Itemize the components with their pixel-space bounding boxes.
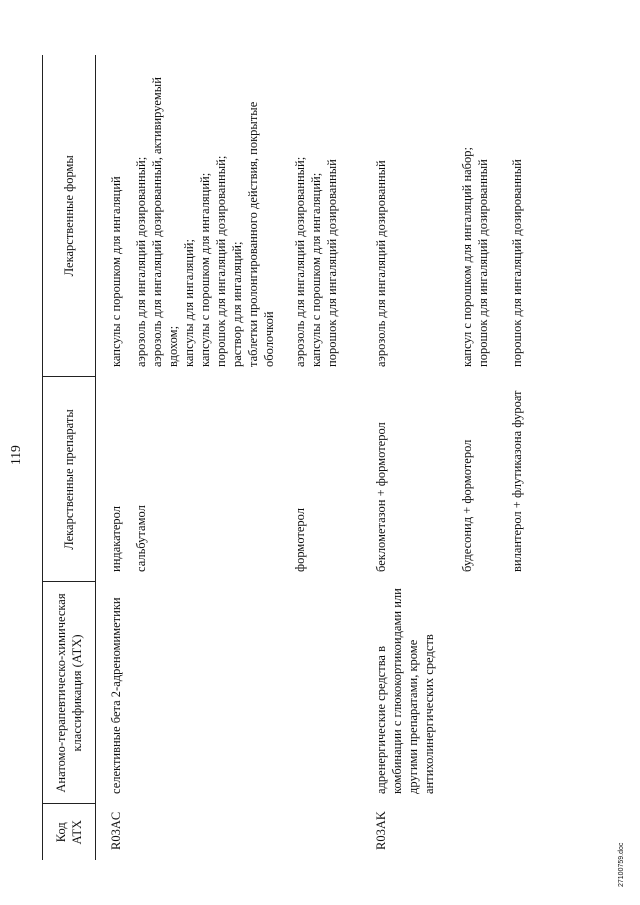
cell-drug: индакатерол bbox=[109, 506, 123, 572]
form-line: аэрозоль для ингаляций дозированный; bbox=[293, 156, 307, 367]
form-line: аэрозоль для ингаляций дозированный bbox=[374, 160, 388, 367]
table-row bbox=[124, 55, 277, 860]
page-number: 119 bbox=[8, 445, 23, 465]
form-line: капсулы для ингаляций; bbox=[182, 239, 196, 367]
cell-forms bbox=[96, 55, 125, 377]
cell-code bbox=[491, 804, 525, 860]
cell-code: R03AC bbox=[109, 811, 123, 850]
table-row bbox=[340, 55, 437, 860]
cell-code bbox=[437, 804, 491, 860]
form-line: капсул с порошком для ингаляций набор; bbox=[460, 146, 474, 367]
cell-code bbox=[124, 804, 277, 860]
cell-classification bbox=[437, 582, 491, 804]
cell-drug: вилантерол + флутиказона фуроат bbox=[510, 390, 524, 572]
form-line: аэрозоль для ингаляций дозированный; bbox=[134, 156, 148, 367]
cell-classification bbox=[491, 582, 525, 804]
table-row bbox=[277, 55, 340, 860]
form-line: порошок для ингаляций дозированный; bbox=[214, 155, 228, 367]
table-row bbox=[437, 55, 491, 860]
cell-classification bbox=[277, 582, 340, 804]
table-header-row bbox=[43, 55, 96, 860]
form-line: порошок для ингаляций дозированный bbox=[325, 159, 339, 367]
footer-doc-code: 27100759.doc bbox=[618, 842, 625, 887]
cell-classification: селективные бета 2-адреномиметики bbox=[109, 597, 123, 794]
form-line: капсулы с порошком для ингаляций; bbox=[309, 172, 323, 367]
cell-forms bbox=[277, 55, 340, 377]
form-line: капсулы с порошком для ингаляций; bbox=[198, 172, 212, 367]
header-forms: Лекарственные формы bbox=[43, 55, 96, 377]
form-line: порошок для ингаляций дозированный bbox=[476, 159, 490, 367]
form-line: аэрозоль для ингаляций дозированный, активируемый вдохом; bbox=[150, 77, 180, 367]
cell-code bbox=[277, 804, 340, 860]
header-code: Код АТХ bbox=[43, 804, 96, 860]
header-drugs: Лекарственные препараты bbox=[43, 377, 96, 582]
cell-drug: формотерол bbox=[293, 508, 307, 572]
cell-classification: адренергические средства в комбинации с глюкокортикоидами или другими препаратами, кроме антихолинергических средств bbox=[374, 588, 436, 794]
form-line: раствор для ингаляций; bbox=[230, 241, 244, 367]
cell-drug: сальбутамол bbox=[134, 505, 148, 572]
table-row bbox=[491, 55, 525, 860]
table-body bbox=[96, 55, 526, 860]
cell-forms bbox=[437, 55, 491, 377]
form-line: таблетки пролонгированного действия, покрытые оболочкой bbox=[246, 101, 276, 367]
cell-code: R03AK bbox=[374, 811, 388, 850]
form-line: порошок для ингаляций дозированный bbox=[510, 159, 524, 367]
cell-drug: беклометазон + формотерол bbox=[374, 422, 388, 572]
cell-forms bbox=[491, 55, 525, 377]
cell-classification bbox=[124, 582, 277, 804]
header-classification: Анатомо-терапевтическо-химическая классификация (АТХ) bbox=[43, 582, 96, 804]
cell-forms bbox=[124, 55, 277, 377]
atx-table bbox=[42, 55, 525, 860]
cell-drug: будесонид + формотерол bbox=[460, 439, 474, 572]
table-row bbox=[96, 55, 125, 860]
cell-forms bbox=[340, 55, 437, 377]
form-line: капсулы с порошком для ингаляций bbox=[109, 176, 123, 367]
